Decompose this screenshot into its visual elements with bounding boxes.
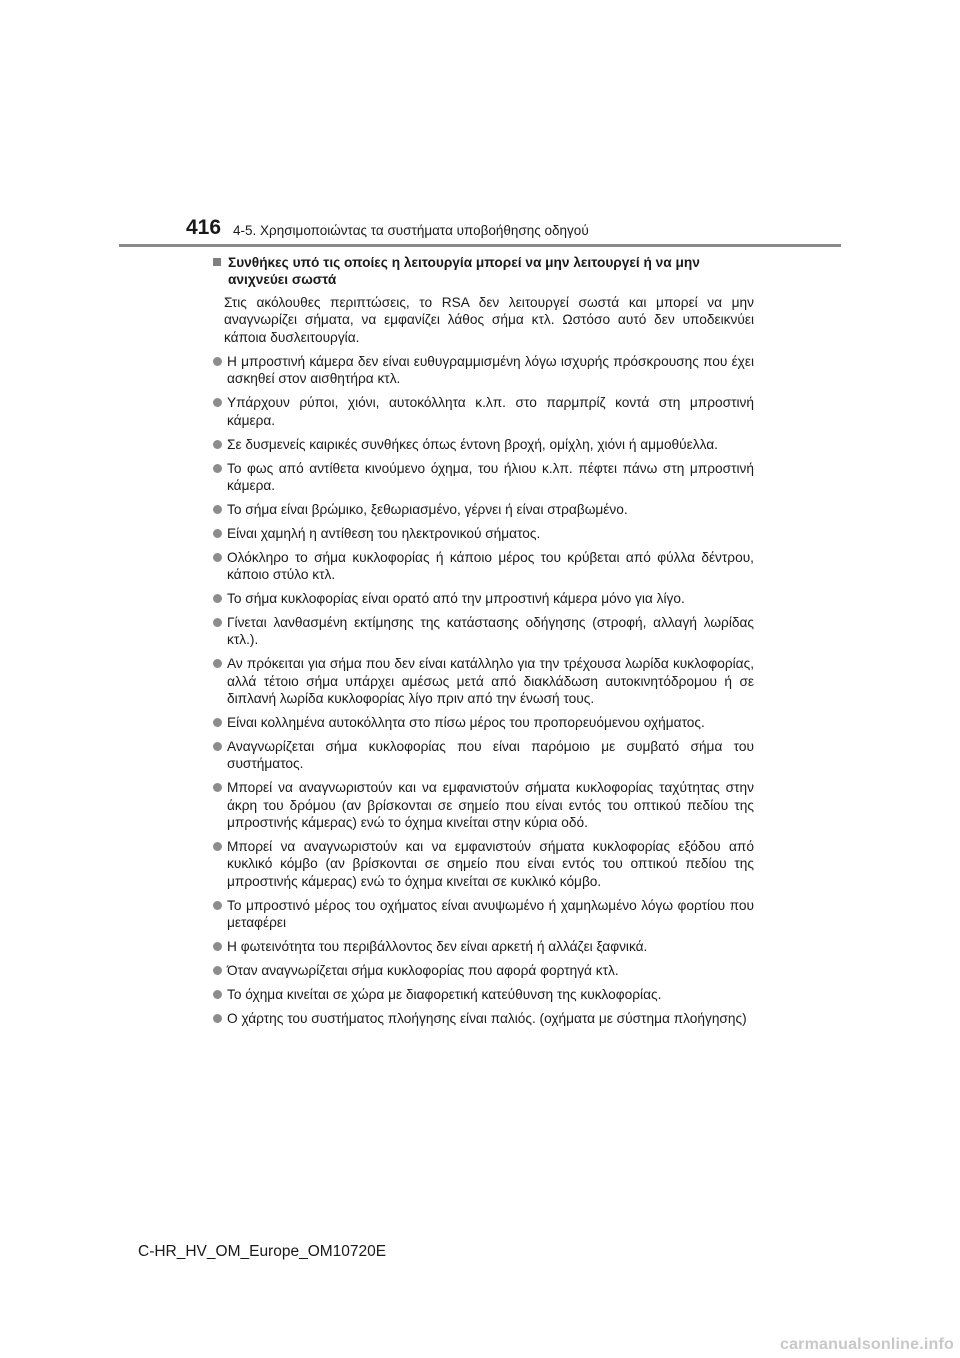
list-item: [213, 501, 754, 518]
circle-bullet-icon: [213, 614, 227, 649]
list-item: [213, 779, 754, 831]
list-item-text: Το σήμα είναι βρώμικο, ξεθωριασμένο, γέρνει ή είναι στραβωμένο.: [227, 501, 628, 517]
circle-bullet-icon: [213, 986, 227, 1003]
circle-bullet-icon: [213, 1010, 227, 1027]
list-item-text: Μπορεί να αναγνωριστούν και να εμφανιστούν σήματα κυκλοφορίας εξόδου από κυκλικό κόμβο (αν βρίσκονται σε σημείο που είναι εντός του οπτικού πεδίου της μπροστινής κάμερας) ενώ το όχημα κινείται σε κυκλικό κόμβο.: [227, 838, 754, 889]
circle-bullet-icon: [213, 897, 227, 932]
header-divider: [119, 244, 841, 247]
list-item-text: Το μπροστινό μέρος του οχήματος είναι ανυψωμένο ή χαμηλωμένο λόγω φορτίου που μεταφέρει: [227, 897, 754, 930]
circle-bullet-icon: [213, 460, 227, 495]
conditions-list: [213, 353, 754, 1027]
list-item-text: Ο χάρτης του συστήματος πλοήγησης είναι παλιός. (οχήματα με σύστημα πλοήγησης): [227, 1010, 747, 1026]
list-item: [213, 1010, 754, 1027]
list-item-text: Το όχημα κινείται σε χώρα με διαφορετική κατεύθυνση της κυκλοφορίας.: [227, 986, 662, 1002]
list-item: [213, 614, 754, 649]
list-item-text: Αν πρόκειται για σήμα που δεν είναι κατάλληλο για την τρέχουσα λωρίδα κυκλοφορίας, αλλά τέτοιο σήμα υπάρχει αμέσως μετά από διακλάδωση αυτοκινητόδρομου ή σε διπλανή λωρίδα κυκλοφορίας λίγο πριν από την ένωσή τους.: [227, 656, 754, 707]
conditions-heading-text: Συνθήκες υπό τις οποίες η λειτουργία μπορεί να μην λειτουργεί ή να μην ανιχνεύει σωστά: [228, 255, 700, 288]
list-item: [213, 962, 754, 979]
section-title: 4-5. Χρησιμοποιώντας τα συστήματα υποβοήθησης οδηγού: [233, 223, 589, 238]
list-item-text: Είναι κολλημένα αυτοκόλλητα στο πίσω μέρος του προπορευόμενου οχήματος.: [227, 714, 705, 730]
circle-bullet-icon: [213, 549, 227, 584]
page-content: [213, 254, 754, 1034]
circle-bullet-icon: [213, 779, 227, 831]
list-item-text: Γίνεται λανθασμένη εκτίμησης της κατάστασης οδήγησης (στροφή, αλλαγή λωρίδας κτλ.).: [227, 614, 754, 648]
list-item: [213, 460, 754, 495]
page-number: 416: [186, 216, 222, 239]
list-item-text: Είναι χαμηλή η αντίθεση του ηλεκτρονικού σήματος.: [227, 525, 541, 541]
circle-bullet-icon: [213, 394, 227, 429]
list-item-text: Όταν αναγνωρίζεται σήμα κυκλοφορίας που αφορά φορτηγά κτλ.: [227, 962, 619, 978]
list-item: [213, 714, 754, 731]
list-item-text: Αναγνωρίζεται σήμα κυκλοφορίας που είναι παρόμοιο με συμβατό σήμα του συστήματος.: [227, 738, 754, 772]
list-item-text: Υπάρχουν ρύποι, χιόνι, αυτοκόλλητα κ.λπ. στο παρμπρίζ κοντά στη μπροστινή κάμερα.: [227, 395, 754, 428]
circle-bullet-icon: [213, 714, 227, 731]
circle-bullet-icon: [213, 590, 227, 607]
square-bullet-icon: [213, 258, 224, 266]
list-item-text: Το σήμα κυκλοφορίας είναι ορατό από την μπροστινή κάμερα μόνο για λίγο.: [227, 591, 685, 606]
list-item-text: Μπορεί να αναγνωριστούν και να εμφανιστούν σήματα κυκλοφορίας ταχύτητας στην άκρη του δρόμου (αν βρίσκονται σε σημείο που είναι εντός του οπτικού πεδίου της μπροστινής κάμερας) ενώ το όχημα κινείται στην κύρια οδό.: [227, 780, 754, 830]
circle-bullet-icon: [213, 353, 227, 388]
list-item: [213, 549, 754, 584]
list-item: [213, 897, 754, 932]
circle-bullet-icon: [213, 938, 227, 955]
circle-bullet-icon: [213, 525, 227, 542]
circle-bullet-icon: [213, 501, 227, 518]
list-item-text: Το φως από αντίθετα κινούμενο όχημα, του ήλιου κ.λπ. πέφτει πάνω στη μπροστινή κάμερα.: [227, 460, 754, 493]
list-item: [213, 436, 754, 453]
list-item: [213, 525, 754, 542]
list-item: [213, 655, 754, 707]
conditions-heading: [213, 254, 754, 289]
circle-bullet-icon: [213, 838, 227, 890]
list-item-text: Σε δυσμενείς καιρικές συνθήκες όπως έντονη βροχή, ομίχλη, χιόνι ή αμμοθύελλα.: [227, 436, 718, 452]
list-item: [213, 986, 754, 1003]
list-item-text: Η μπροστινή κάμερα δεν είναι ευθυγραμμισμένη λόγω ισχυρής πρόσκρουσης που έχει ασκηθεί στον αισθητήρα κτλ.: [227, 354, 754, 387]
list-item: [213, 353, 754, 388]
list-item: [213, 590, 754, 607]
list-item-text: Η φωτεινότητα του περιβάλλοντος δεν είναι αρκετή ή αλλάζει ξαφνικά.: [227, 938, 648, 954]
circle-bullet-icon: [213, 436, 227, 453]
circle-bullet-icon: [213, 962, 227, 979]
watermark: carmanualsonline.info: [779, 1336, 954, 1353]
circle-bullet-icon: [213, 738, 227, 773]
intro-paragraph: Στις ακόλουθες περιπτώσεις, το RSA δεν λειτουργεί σωστά και μπορεί να μην αναγνωρίζει σήματα, να εμφανίζει λάθος σήμα κτλ. Ωστόσο αυτό δεν υποδεικνύει κάποια δυσλειτουργία.: [224, 294, 754, 345]
document-code: C-HR_HV_OM_Europe_OM10720E: [138, 1243, 387, 1260]
list-item: [213, 938, 754, 955]
list-item-text: Ολόκληρο το σήμα κυκλοφορίας ή κάποιο μέρος του κρύβεται από φύλλα δέντρου, κάποιο στύλο κτλ.: [227, 549, 754, 583]
list-item: [213, 838, 754, 890]
list-item: [213, 738, 754, 773]
circle-bullet-icon: [213, 655, 227, 707]
list-item: [213, 394, 754, 429]
